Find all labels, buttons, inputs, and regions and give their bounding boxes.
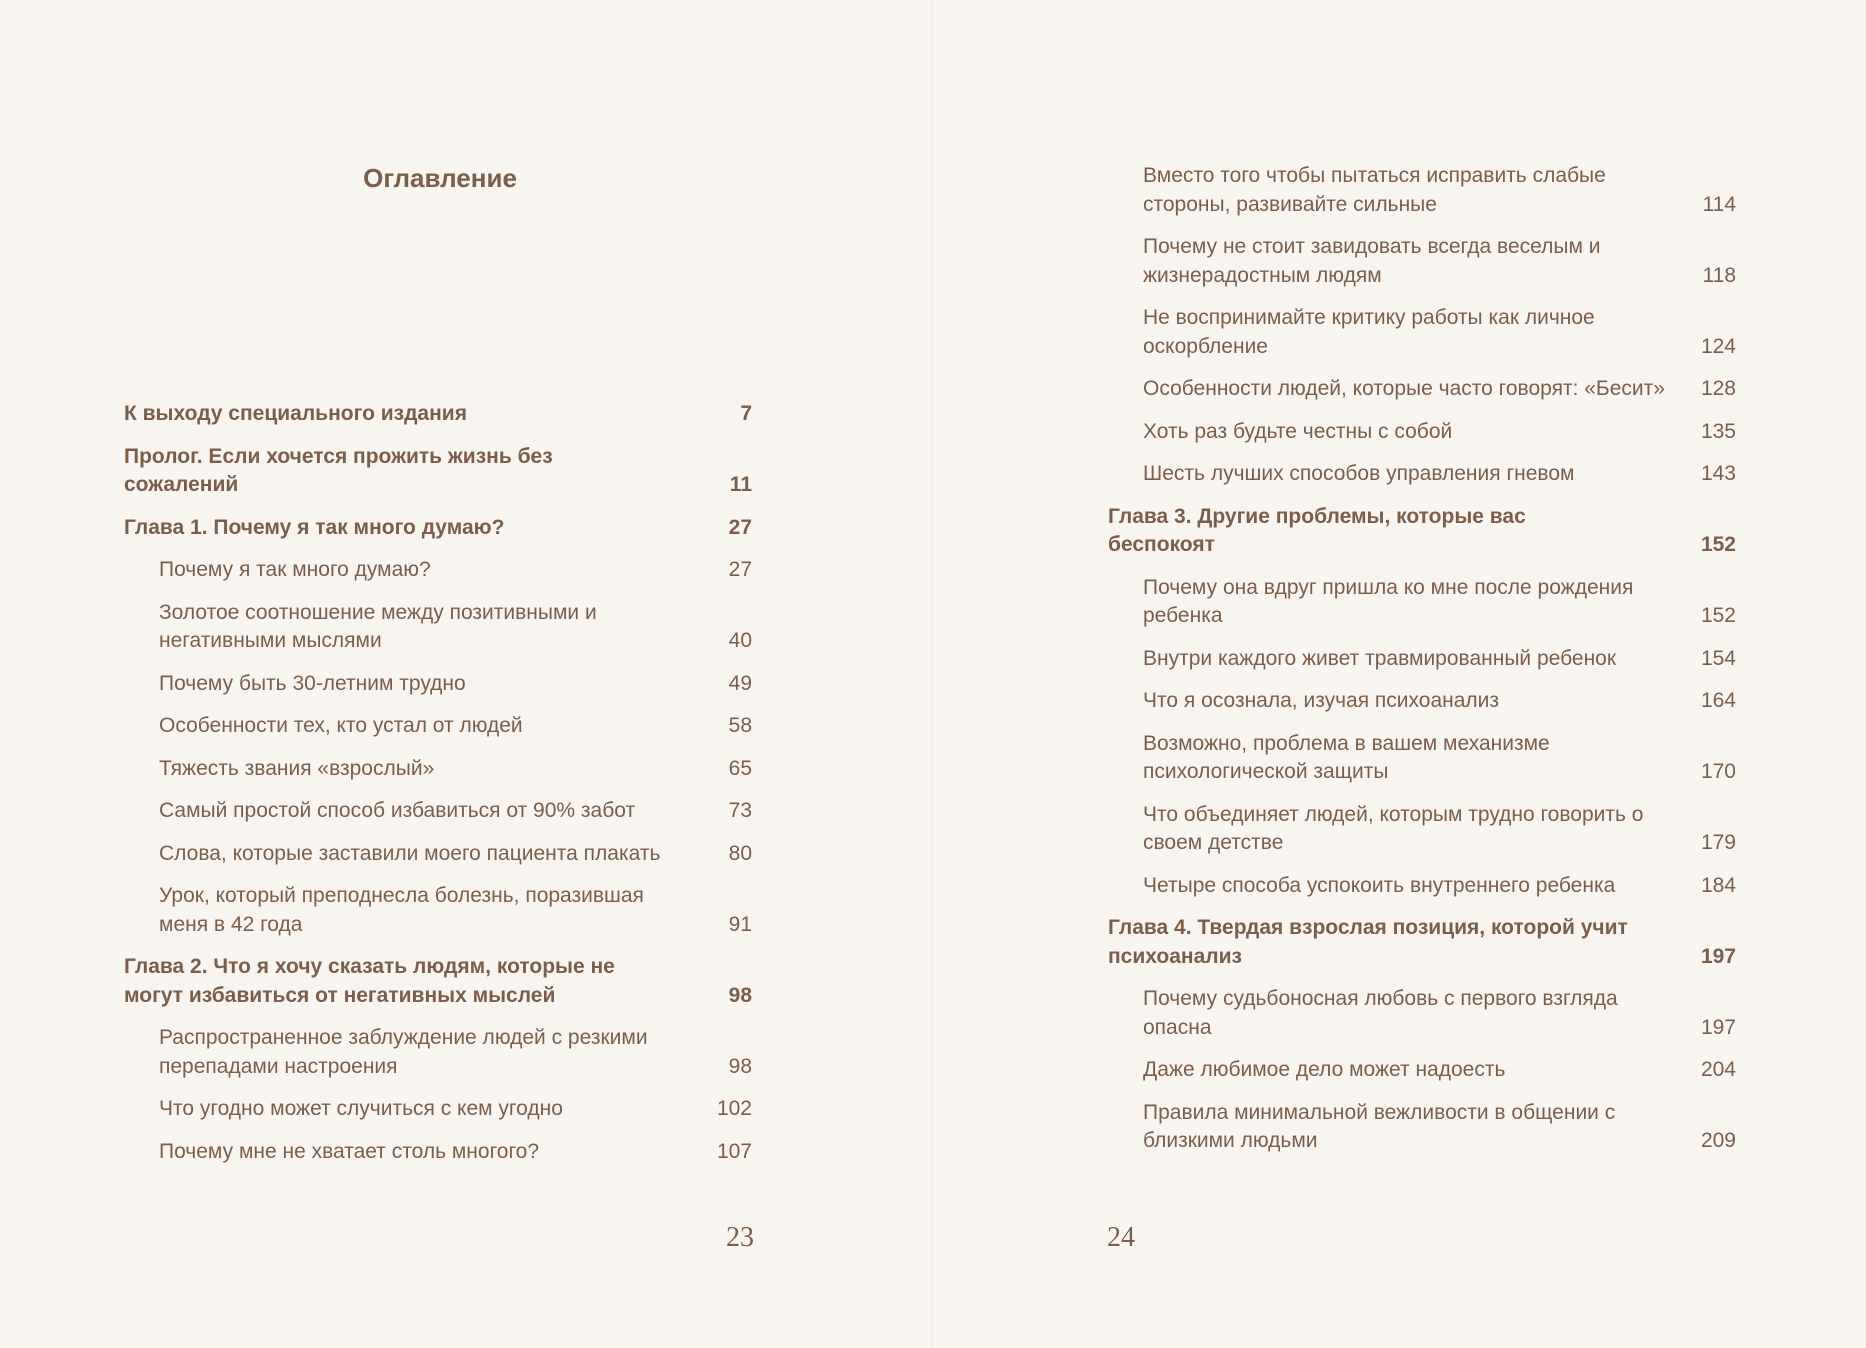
page-number-right: 24 <box>1107 1222 1135 1253</box>
toc-entry-page: 118 <box>1702 263 1736 287</box>
toc-entry-title: Глава 2. Что я хочу сказать людям, которые не могут избавиться от негативных мыслей <box>124 955 615 1007</box>
toc-entry-page: 152 <box>1700 533 1736 556</box>
toc-entry-title: Почему судьбоносная любовь с первого взгляда опасна <box>1143 987 1618 1039</box>
toc-entry-title: Слова, которые заставили моего пациента плакать <box>159 841 661 865</box>
toc-entry-page: 65 <box>728 756 752 780</box>
toc-entry-title: Четыре способа успокоить внутреннего ребенка <box>1143 873 1616 897</box>
toc-entry-title: Самый простой способ избавиться от 90% забот <box>159 799 636 822</box>
toc-entry-page: 209 <box>1700 1129 1736 1152</box>
toc-entry-page: 102 <box>716 1097 752 1120</box>
toc-entry-page: 184 <box>1700 873 1736 897</box>
toc-section-entry <box>124 1138 752 1167</box>
toc-section-entry <box>1108 375 1736 404</box>
toc-entry-title: Почему быть 30-летним трудно <box>159 671 466 695</box>
toc-entry-title: Особенности тех, кто устал от людей <box>159 714 523 737</box>
toc-entry-title: Даже любимое дело может надоесть <box>1143 1058 1506 1081</box>
toc-chapter-entry <box>1108 914 1736 971</box>
toc-entry-page: 80 <box>728 841 752 865</box>
toc-section-entry <box>1108 985 1736 1042</box>
toc-entry-title: Что я осознала, изучая психоанализ <box>1143 689 1500 712</box>
toc-entry-title: Почему я так много думаю? <box>159 558 431 581</box>
toc-section-entry <box>1108 730 1736 787</box>
toc-entry-page: 152 <box>1700 604 1736 627</box>
toc-section-entry <box>124 755 752 784</box>
toc-entry-page: 154 <box>1700 646 1736 670</box>
toc-entry-title: Хоть раз будьте честны с собой <box>1143 419 1453 443</box>
toc-chapter-entry <box>124 514 752 543</box>
toc-section-entry <box>1108 162 1736 219</box>
toc-entry-title: Почему не стоит завидовать всегда веселым и жизнерадостным людям <box>1143 235 1601 287</box>
toc-section-entry <box>1108 304 1736 361</box>
toc-chapter-entry <box>124 953 752 1010</box>
toc-entry-page: 27 <box>728 515 752 539</box>
toc-entry-page: 58 <box>728 714 752 737</box>
toc-section-entry <box>1108 645 1736 674</box>
toc-section-entry <box>124 556 752 585</box>
toc-section-entry <box>124 599 752 656</box>
toc-entry-title: Пролог. Если хочется прожить жизнь без сожалений <box>124 444 553 496</box>
toc-section-entry <box>124 1024 752 1081</box>
toc-entry-title: Шесть лучших способов управления гневом <box>1143 462 1575 485</box>
toc-entry-title: Не воспринимайте критику работы как личное оскорбление <box>1143 306 1595 358</box>
toc-chapter-entry <box>124 443 752 500</box>
toc-section-entry <box>124 712 752 741</box>
toc-section-entry <box>1108 460 1736 489</box>
toc-entry-page: 164 <box>1700 689 1736 712</box>
toc-section-entry <box>1108 1099 1736 1156</box>
toc-entry-page: 170 <box>1700 760 1736 783</box>
toc-entry-title: Почему мне не хватает столь многого? <box>159 1139 540 1163</box>
toc-chapter-entry <box>1108 503 1736 560</box>
toc-entry-title: Что объединяет людей, которым трудно говорить о своем детстве <box>1143 802 1644 854</box>
left-page <box>0 0 932 1348</box>
toc-entry-title: Возможно, проблема в вашем механизме психологической защиты <box>1143 731 1550 783</box>
toc-entry-title: Особенности людей, которые часто говорят: «Бесит» <box>1143 377 1665 400</box>
toc-entry-title: Глава 4. Твердая взрослая позиция, которой учит психоанализ <box>1108 916 1628 968</box>
toc-entry-title: Урок, который преподнесла болезнь, поразившая меня в 42 года <box>159 884 644 936</box>
toc-entry-page: 7 <box>740 402 752 425</box>
toc-section-entry <box>1108 801 1736 858</box>
toc-title: Оглавление <box>363 163 517 193</box>
toc-entry-page: 197 <box>1700 1015 1736 1039</box>
toc-entry-page: 143 <box>1700 462 1736 485</box>
toc-entry-title: Глава 1. Почему я так много думаю? <box>124 515 505 539</box>
toc-section-entry <box>124 840 752 869</box>
toc-section-entry <box>1108 872 1736 901</box>
toc-entry-title: К выходу специального издания <box>124 402 467 425</box>
toc-chapter-entry <box>124 400 752 429</box>
toc-entry-page: 179 <box>1700 831 1736 854</box>
toc-entry-page: 49 <box>728 671 752 695</box>
toc-entry-page: 40 <box>728 629 752 652</box>
toc-entry-title: Вместо того чтобы пытаться исправить слабые стороны, развивайте сильные <box>1143 164 1606 216</box>
toc-entry-page: 73 <box>728 799 752 822</box>
toc-entry-title: Глава 3. Другие проблемы, которые вас беспокоят <box>1108 504 1526 556</box>
toc-entry-page: 204 <box>1700 1058 1736 1081</box>
toc-section-entry <box>1108 233 1736 290</box>
toc-entry-page: 98 <box>728 983 752 1007</box>
toc-entry-page: 27 <box>728 558 752 581</box>
toc-entry-title: Распространенное заблуждение людей с резкими перепадами настроения <box>159 1026 648 1078</box>
toc-entry-page: 91 <box>728 912 752 936</box>
page-number-left: 23 <box>726 1222 754 1253</box>
toc-section-entry <box>1108 574 1736 631</box>
toc-section-entry <box>124 670 752 699</box>
toc-section-entry <box>1108 1056 1736 1085</box>
toc-section-entry <box>124 882 752 939</box>
toc-entry-page: 107 <box>716 1139 752 1163</box>
toc-entry-page: 114 <box>1702 192 1736 216</box>
right-page <box>933 0 1865 1348</box>
toc-entry-title: Что угодно может случиться с кем угодно <box>159 1097 563 1120</box>
toc-entry-page: 98 <box>728 1054 752 1078</box>
toc-entry-page: 128 <box>1700 377 1736 400</box>
toc-section-entry <box>1108 418 1736 447</box>
toc-entry-page: 197 <box>1700 944 1736 968</box>
toc-section-entry <box>1108 687 1736 716</box>
toc-entry-page: 11 <box>729 473 752 496</box>
toc-entry-title: Внутри каждого живет травмированный ребенок <box>1143 646 1617 670</box>
toc-entry-title: Золотое соотношение между позитивными и негативными мыслями <box>159 600 597 652</box>
toc-section-entry <box>124 797 752 826</box>
toc-entry-page: 124 <box>1700 334 1736 358</box>
toc-entry-title: Правила минимальной вежливости в общении с близкими людьми <box>1143 1100 1616 1152</box>
toc-entry-page: 135 <box>1700 419 1736 443</box>
toc-section-entry <box>124 1095 752 1124</box>
toc-entry-title: Тяжесть звания «взрослый» <box>159 756 435 780</box>
toc-entry-title: Почему она вдруг пришла ко мне после рождения ребенка <box>1143 575 1634 627</box>
toc-list-left <box>124 400 752 1180</box>
toc-list-right <box>1108 162 1736 1170</box>
